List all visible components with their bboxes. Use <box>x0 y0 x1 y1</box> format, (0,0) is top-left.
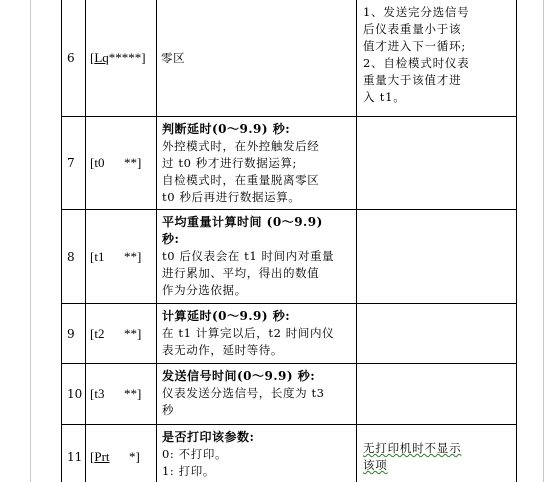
param-code: [t2 **] <box>90 325 142 341</box>
row-number: 8 <box>62 210 86 304</box>
description-line: 秒 <box>162 403 175 417</box>
table-row <box>62 0 517 117</box>
description-line: 零区 <box>161 50 186 65</box>
row-number: 7 <box>62 117 86 210</box>
description-line: 作为分选依据。 <box>162 283 247 297</box>
table-row <box>62 364 517 425</box>
param-description <box>157 210 357 304</box>
parameter-table <box>61 0 517 482</box>
description-line: t0 秒后再进行数据运算。 <box>162 190 301 204</box>
param-note <box>357 0 517 117</box>
table-row <box>62 425 517 482</box>
table-row <box>62 304 517 364</box>
note-line: 2、自检模式时仪表 <box>363 56 470 70</box>
param-code-cell <box>86 117 157 210</box>
param-code: [Lq*****] <box>90 50 146 65</box>
description-title-continued: 秒: <box>162 232 180 246</box>
note-line: 无打印机时不显示 <box>363 441 462 455</box>
param-note <box>357 117 517 210</box>
param-code-cell <box>86 0 157 117</box>
note-line: 值才进入下一循环; <box>363 39 467 53</box>
description-line: 在 t1 计算完以后，t2 时间内仪 <box>162 326 335 340</box>
table-row <box>62 117 517 210</box>
description-line: 0: 不打印。 <box>162 447 228 461</box>
description-line: 外控模式时，在外控触发后经 <box>162 139 320 153</box>
param-description <box>157 425 357 482</box>
param-note <box>357 210 517 304</box>
param-code-underlined: Lq <box>94 50 109 65</box>
row-number: 9 <box>62 304 86 364</box>
row-number: 6 <box>62 0 86 117</box>
table-row <box>62 210 517 304</box>
note-line: 1、发送完分选信号 <box>363 5 470 19</box>
description-title: 计算延时(0～9.9) 秒: <box>162 309 291 323</box>
param-code: [Prt *] <box>90 448 140 464</box>
row-number: 10 <box>62 364 86 425</box>
description-line: 表无动作，延时等待。 <box>162 343 283 357</box>
param-description <box>157 364 357 425</box>
margin-guide-left <box>30 0 31 482</box>
description-line: 进行累加、平均，得出的数值 <box>162 266 320 280</box>
margin-guide-right <box>543 0 544 482</box>
description-line: 仪表发送分选信号，长度为 t3 <box>162 386 325 400</box>
note-line: 该项 <box>363 458 388 472</box>
param-description <box>157 304 357 364</box>
param-code-cell <box>86 425 157 482</box>
param-code: [t1 **] <box>90 248 142 264</box>
description-line: 自检模式时，在重量脱离零区 <box>162 173 320 187</box>
param-note <box>357 425 517 482</box>
description-title: 是否打印该参数: <box>162 430 255 444</box>
param-code-cell <box>86 304 157 364</box>
param-code: [t3 **] <box>90 386 142 401</box>
param-description <box>157 117 357 210</box>
description-line: 1: 打印。 <box>162 464 215 478</box>
description-title: 判断延时(0～9.9) 秒: <box>162 122 291 136</box>
description-title: 发送信号时间(0～9.9) 秒: <box>162 369 316 383</box>
param-code-cell <box>86 364 157 425</box>
description-line: t0 后仪表会在 t1 时间内对重量 <box>162 249 335 263</box>
param-description <box>157 0 357 117</box>
param-code-underlined: Prt <box>94 448 110 464</box>
param-note <box>357 304 517 364</box>
description-line: 过 t0 秒才进行数据运算; <box>162 156 298 170</box>
note-line: 重量大于该值才进 <box>363 73 462 87</box>
row-number: 11 <box>62 425 86 482</box>
param-code-cell <box>86 210 157 304</box>
note-line: 后仪表重量小于该 <box>363 22 462 36</box>
param-code: [t0 **] <box>90 155 142 170</box>
param-note <box>357 364 517 425</box>
description-title: 平均重量计算时间 (0～9.9) <box>162 215 323 229</box>
note-line: 入 t1。 <box>363 90 406 104</box>
